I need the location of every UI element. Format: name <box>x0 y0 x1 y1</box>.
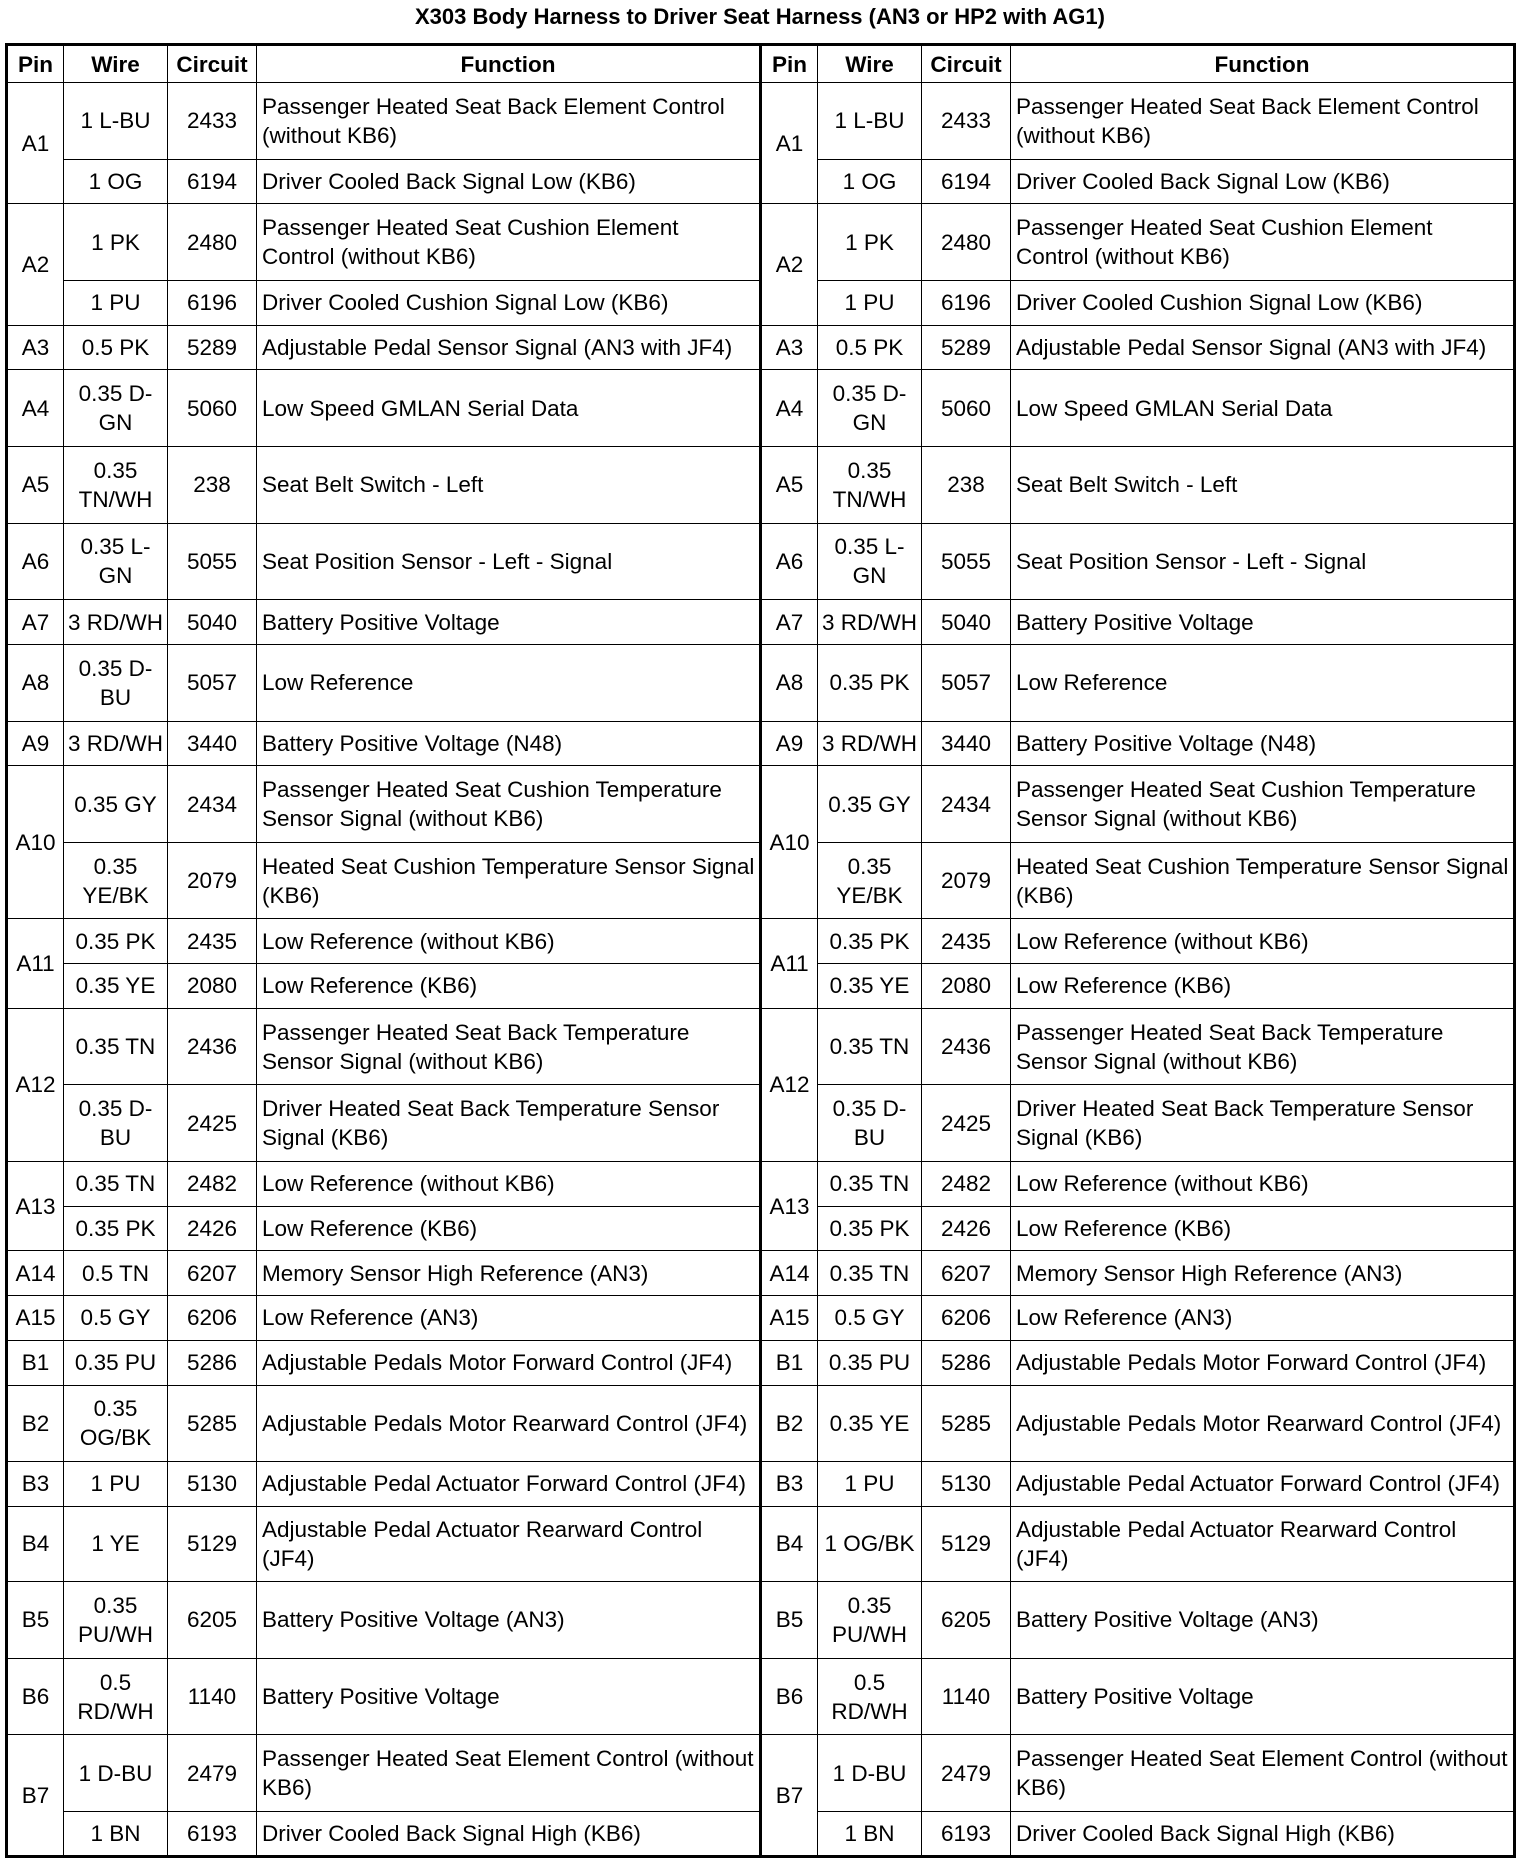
pin-cell: B1 <box>7 1340 64 1385</box>
wire-cell: 0.5 TN <box>64 1251 168 1296</box>
pin-cell: B5 <box>761 1582 818 1659</box>
function-cell: Seat Belt Switch - Left <box>257 446 761 523</box>
wire-cell: 0.35 YE <box>818 964 922 1009</box>
function-cell: Low Reference (KB6) <box>257 964 761 1009</box>
function-cell: Low Reference <box>1011 644 1515 721</box>
circuit-cell: 6205 <box>922 1582 1011 1659</box>
pin-cell: A2 <box>761 204 818 325</box>
function-cell: Heated Seat Cushion Temperature Sensor Signal (KB6) <box>1011 842 1515 919</box>
pin-cell: A12 <box>7 1008 64 1161</box>
function-cell: Battery Positive Voltage (N48) <box>1011 721 1515 766</box>
wire-cell: 1 PU <box>64 1462 168 1507</box>
pin-cell: A13 <box>761 1162 818 1251</box>
wire-cell: 0.35 D-BU <box>64 644 168 721</box>
header-function: Function <box>257 45 761 83</box>
wire-cell: 3 RD/WH <box>64 721 168 766</box>
function-cell: Driver Cooled Back Signal Low (KB6) <box>257 159 761 204</box>
table-row <box>7 919 1515 964</box>
wire-cell: 0.5 RD/WH <box>64 1658 168 1735</box>
table-row <box>7 446 1515 523</box>
function-cell: Passenger Heated Seat Cushion Element Control (without KB6) <box>1011 204 1515 281</box>
wire-cell: 0.5 GY <box>818 1296 922 1341</box>
circuit-cell: 1140 <box>922 1658 1011 1735</box>
circuit-cell: 2435 <box>168 919 257 964</box>
wire-cell: 0.35 PU/WH <box>64 1582 168 1659</box>
table-row <box>7 1385 1515 1462</box>
function-cell: Memory Sensor High Reference (AN3) <box>1011 1251 1515 1296</box>
wire-cell: 0.35 L-GN <box>818 523 922 600</box>
wire-cell: 0.35 OG/BK <box>64 1385 168 1462</box>
circuit-cell: 5060 <box>922 370 1011 447</box>
circuit-cell: 2480 <box>168 204 257 281</box>
function-cell: Low Reference (KB6) <box>257 1206 761 1251</box>
wire-cell: 0.35 PU/WH <box>818 1582 922 1659</box>
wire-cell: 1 OG <box>818 159 922 204</box>
circuit-cell: 6207 <box>922 1251 1011 1296</box>
function-cell: Seat Belt Switch - Left <box>1011 446 1515 523</box>
wire-cell: 1 D-BU <box>818 1735 922 1812</box>
function-cell: Heated Seat Cushion Temperature Sensor Signal (KB6) <box>257 842 761 919</box>
wire-cell: 0.35 GY <box>64 766 168 843</box>
circuit-cell: 6206 <box>922 1296 1011 1341</box>
function-cell: Driver Cooled Back Signal Low (KB6) <box>1011 159 1515 204</box>
wire-cell: 0.35 PU <box>818 1340 922 1385</box>
pin-cell: A11 <box>761 919 818 1008</box>
circuit-cell: 2480 <box>922 204 1011 281</box>
circuit-cell: 2479 <box>922 1735 1011 1812</box>
table-row <box>7 1735 1515 1812</box>
pin-cell: A12 <box>761 1008 818 1161</box>
function-cell: Low Reference (AN3) <box>1011 1296 1515 1341</box>
function-cell: Passenger Heated Seat Back Temperature Sensor Signal (without KB6) <box>257 1008 761 1085</box>
circuit-cell: 5060 <box>168 370 257 447</box>
pin-cell: A2 <box>7 204 64 325</box>
circuit-cell: 6194 <box>922 159 1011 204</box>
header-row <box>7 45 1515 83</box>
pin-cell: A3 <box>7 325 64 370</box>
wire-cell: 0.35 PK <box>818 644 922 721</box>
function-cell: Driver Cooled Back Signal High (KB6) <box>257 1812 761 1857</box>
pin-cell: A6 <box>7 523 64 600</box>
wire-cell: 1 BN <box>818 1812 922 1857</box>
wire-cell: 0.35 D-BU <box>64 1085 168 1162</box>
pin-cell: B1 <box>761 1340 818 1385</box>
circuit-cell: 5129 <box>922 1506 1011 1581</box>
header-wire: Wire <box>818 45 922 83</box>
table-row <box>7 1251 1515 1296</box>
table-row <box>7 644 1515 721</box>
circuit-cell: 2080 <box>922 964 1011 1009</box>
wire-cell: 3 RD/WH <box>818 600 922 645</box>
pin-cell: B4 <box>7 1506 64 1581</box>
wire-cell: 0.35 YE/BK <box>64 842 168 919</box>
pin-cell: A1 <box>7 83 64 204</box>
pin-cell: B6 <box>7 1658 64 1735</box>
function-cell: Battery Positive Voltage (N48) <box>257 721 761 766</box>
circuit-cell: 5055 <box>922 523 1011 600</box>
circuit-cell: 2433 <box>168 83 257 160</box>
pin-cell: A8 <box>7 644 64 721</box>
circuit-cell: 5286 <box>168 1340 257 1385</box>
wire-cell: 0.35 PU <box>64 1340 168 1385</box>
wire-cell: 0.5 RD/WH <box>818 1658 922 1735</box>
function-cell: Passenger Heated Seat Cushion Temperature Sensor Signal (without KB6) <box>1011 766 1515 843</box>
wire-cell: 0.35 YE/BK <box>818 842 922 919</box>
circuit-cell: 2425 <box>168 1085 257 1162</box>
circuit-cell: 2425 <box>922 1085 1011 1162</box>
function-cell: Battery Positive Voltage (AN3) <box>1011 1582 1515 1659</box>
function-cell: Battery Positive Voltage <box>257 600 761 645</box>
table-row <box>7 721 1515 766</box>
function-cell: Low Reference (without KB6) <box>257 919 761 964</box>
circuit-cell: 6206 <box>168 1296 257 1341</box>
function-cell: Driver Heated Seat Back Temperature Sensor Signal (KB6) <box>257 1085 761 1162</box>
pin-cell: A9 <box>7 721 64 766</box>
function-cell: Adjustable Pedal Actuator Rearward Control (JF4) <box>257 1506 761 1581</box>
wire-cell: 1 PU <box>818 280 922 325</box>
wire-cell: 1 PU <box>64 280 168 325</box>
pin-cell: B4 <box>761 1506 818 1581</box>
wire-cell: 0.35 TN/WH <box>64 446 168 523</box>
wire-cell: 1 YE <box>64 1506 168 1581</box>
table-row <box>7 1008 1515 1085</box>
circuit-cell: 238 <box>168 446 257 523</box>
circuit-cell: 2426 <box>922 1206 1011 1251</box>
function-cell: Low Reference (KB6) <box>1011 1206 1515 1251</box>
circuit-cell: 238 <box>922 446 1011 523</box>
circuit-cell: 6196 <box>922 280 1011 325</box>
function-cell: Passenger Heated Seat Cushion Temperature Sensor Signal (without KB6) <box>257 766 761 843</box>
table-row <box>7 204 1515 281</box>
wire-cell: 0.5 PK <box>818 325 922 370</box>
wire-cell: 0.35 D-GN <box>818 370 922 447</box>
table-row <box>7 600 1515 645</box>
pin-cell: B6 <box>761 1658 818 1735</box>
circuit-cell: 2436 <box>168 1008 257 1085</box>
circuit-cell: 6205 <box>168 1582 257 1659</box>
circuit-cell: 2079 <box>168 842 257 919</box>
pin-cell: B2 <box>7 1385 64 1462</box>
header-circuit: Circuit <box>922 45 1011 83</box>
function-cell: Battery Positive Voltage <box>1011 600 1515 645</box>
function-cell: Low Reference (without KB6) <box>257 1162 761 1207</box>
function-cell: Passenger Heated Seat Back Element Control (without KB6) <box>257 83 761 160</box>
pin-cell: A11 <box>7 919 64 1008</box>
table-row <box>7 1462 1515 1507</box>
circuit-cell: 5289 <box>922 325 1011 370</box>
function-cell: Seat Position Sensor - Left - Signal <box>257 523 761 600</box>
pin-cell: A5 <box>761 446 818 523</box>
table-row <box>7 325 1515 370</box>
pin-cell: A15 <box>761 1296 818 1341</box>
circuit-cell: 5129 <box>168 1506 257 1581</box>
circuit-cell: 5289 <box>168 325 257 370</box>
circuit-cell: 2434 <box>922 766 1011 843</box>
wire-cell: 0.35 YE <box>818 1385 922 1462</box>
pin-cell: A4 <box>761 370 818 447</box>
wire-cell: 3 RD/WH <box>818 721 922 766</box>
pin-cell: A7 <box>7 600 64 645</box>
circuit-cell: 6196 <box>168 280 257 325</box>
function-cell: Adjustable Pedals Motor Forward Control (JF4) <box>1011 1340 1515 1385</box>
circuit-cell: 5040 <box>168 600 257 645</box>
pin-cell: A1 <box>761 83 818 204</box>
function-cell: Adjustable Pedals Motor Rearward Control (JF4) <box>257 1385 761 1462</box>
function-cell: Low Reference (AN3) <box>257 1296 761 1341</box>
function-cell: Low Speed GMLAN Serial Data <box>257 370 761 447</box>
table-row <box>7 83 1515 160</box>
table-row <box>7 1506 1515 1581</box>
table-row <box>7 1340 1515 1385</box>
function-cell: Low Reference (KB6) <box>1011 964 1515 1009</box>
pin-cell: B2 <box>761 1385 818 1462</box>
pin-cell: A8 <box>761 644 818 721</box>
function-cell: Adjustable Pedals Motor Forward Control (JF4) <box>257 1340 761 1385</box>
circuit-cell: 5286 <box>922 1340 1011 1385</box>
table-row <box>7 523 1515 600</box>
function-cell: Low Reference (without KB6) <box>1011 919 1515 964</box>
circuit-cell: 2482 <box>922 1162 1011 1207</box>
wire-cell: 0.35 TN <box>64 1008 168 1085</box>
circuit-cell: 5055 <box>168 523 257 600</box>
table-row <box>7 1162 1515 1207</box>
circuit-cell: 2436 <box>922 1008 1011 1085</box>
wire-cell: 0.35 D-BU <box>818 1085 922 1162</box>
circuit-cell: 5285 <box>168 1385 257 1462</box>
table-row <box>7 766 1515 843</box>
wire-cell: 0.35 PK <box>818 1206 922 1251</box>
function-cell: Battery Positive Voltage <box>1011 1658 1515 1735</box>
wire-cell: 0.5 PK <box>64 325 168 370</box>
circuit-cell: 3440 <box>922 721 1011 766</box>
pin-cell: A3 <box>761 325 818 370</box>
circuit-cell: 2080 <box>168 964 257 1009</box>
wire-cell: 0.35 TN <box>818 1251 922 1296</box>
header-pin: Pin <box>7 45 64 83</box>
pin-cell: A7 <box>761 600 818 645</box>
function-cell: Memory Sensor High Reference (AN3) <box>257 1251 761 1296</box>
circuit-cell: 2434 <box>168 766 257 843</box>
pin-table <box>5 43 1516 1858</box>
function-cell: Driver Cooled Cushion Signal Low (KB6) <box>1011 280 1515 325</box>
circuit-cell: 6194 <box>168 159 257 204</box>
header-circuit: Circuit <box>168 45 257 83</box>
wire-cell: 1 L-BU <box>64 83 168 160</box>
function-cell: Battery Positive Voltage <box>257 1658 761 1735</box>
function-cell: Passenger Heated Seat Back Element Control (without KB6) <box>1011 83 1515 160</box>
wire-cell: 0.35 PK <box>64 1206 168 1251</box>
circuit-cell: 5285 <box>922 1385 1011 1462</box>
table-row <box>7 1658 1515 1735</box>
circuit-cell: 1140 <box>168 1658 257 1735</box>
wire-cell: 1 OG/BK <box>818 1506 922 1581</box>
circuit-cell: 2433 <box>922 83 1011 160</box>
circuit-cell: 6207 <box>168 1251 257 1296</box>
pin-cell: A5 <box>7 446 64 523</box>
circuit-cell: 2482 <box>168 1162 257 1207</box>
wire-cell: 0.35 YE <box>64 964 168 1009</box>
wire-cell: 0.35 D-GN <box>64 370 168 447</box>
wire-cell: 1 BN <box>64 1812 168 1857</box>
wire-cell: 0.35 TN/WH <box>818 446 922 523</box>
circuit-cell: 2079 <box>922 842 1011 919</box>
pin-cell: B5 <box>7 1582 64 1659</box>
pin-cell: A6 <box>761 523 818 600</box>
function-cell: Driver Cooled Back Signal High (KB6) <box>1011 1812 1515 1857</box>
wire-cell: 0.35 TN <box>818 1008 922 1085</box>
circuit-cell: 6193 <box>922 1812 1011 1857</box>
header-function: Function <box>1011 45 1515 83</box>
pin-cell: B7 <box>7 1735 64 1857</box>
circuit-cell: 6193 <box>168 1812 257 1857</box>
circuit-cell: 2479 <box>168 1735 257 1812</box>
function-cell: Passenger Heated Seat Back Temperature Sensor Signal (without KB6) <box>1011 1008 1515 1085</box>
wire-cell: 0.35 PK <box>818 919 922 964</box>
function-cell: Passenger Heated Seat Cushion Element Control (without KB6) <box>257 204 761 281</box>
table-row <box>7 1296 1515 1341</box>
wire-cell: 1 PK <box>818 204 922 281</box>
wire-cell: 1 OG <box>64 159 168 204</box>
circuit-cell: 5130 <box>168 1462 257 1507</box>
wire-cell: 0.35 PK <box>64 919 168 964</box>
circuit-cell: 2435 <box>922 919 1011 964</box>
pin-cell: A9 <box>761 721 818 766</box>
function-cell: Adjustable Pedal Sensor Signal (AN3 with JF4) <box>257 325 761 370</box>
function-cell: Passenger Heated Seat Element Control (without KB6) <box>1011 1735 1515 1812</box>
pin-cell: A14 <box>7 1251 64 1296</box>
function-cell: Passenger Heated Seat Element Control (without KB6) <box>257 1735 761 1812</box>
wire-cell: 0.35 L-GN <box>64 523 168 600</box>
function-cell: Driver Cooled Cushion Signal Low (KB6) <box>257 280 761 325</box>
function-cell: Battery Positive Voltage (AN3) <box>257 1582 761 1659</box>
circuit-cell: 5057 <box>168 644 257 721</box>
circuit-cell: 2426 <box>168 1206 257 1251</box>
pin-cell: A15 <box>7 1296 64 1341</box>
pin-cell: A4 <box>7 370 64 447</box>
circuit-cell: 3440 <box>168 721 257 766</box>
wire-cell: 1 PU <box>818 1462 922 1507</box>
wire-cell: 0.35 GY <box>818 766 922 843</box>
pin-cell: B7 <box>761 1735 818 1857</box>
pin-cell: A14 <box>761 1251 818 1296</box>
circuit-cell: 5130 <box>922 1462 1011 1507</box>
pin-cell: A10 <box>761 766 818 919</box>
wire-cell: 0.35 TN <box>818 1162 922 1207</box>
function-cell: Driver Heated Seat Back Temperature Sensor Signal (KB6) <box>1011 1085 1515 1162</box>
pin-cell: B3 <box>761 1462 818 1507</box>
pin-cell: A10 <box>7 766 64 919</box>
circuit-cell: 5040 <box>922 600 1011 645</box>
function-cell: Adjustable Pedals Motor Rearward Control (JF4) <box>1011 1385 1515 1462</box>
function-cell: Seat Position Sensor - Left - Signal <box>1011 523 1515 600</box>
function-cell: Adjustable Pedal Actuator Forward Control (JF4) <box>257 1462 761 1507</box>
page-title: X303 Body Harness to Driver Seat Harness (AN3 or HP2 with AG1) <box>415 4 1105 29</box>
pin-cell: A13 <box>7 1162 64 1251</box>
table-row <box>7 1582 1515 1659</box>
wire-cell: 1 PK <box>64 204 168 281</box>
wire-cell: 0.35 TN <box>64 1162 168 1207</box>
function-cell: Adjustable Pedal Actuator Forward Control (JF4) <box>1011 1462 1515 1507</box>
wire-cell: 1 L-BU <box>818 83 922 160</box>
function-cell: Adjustable Pedal Actuator Rearward Control (JF4) <box>1011 1506 1515 1581</box>
wire-cell: 0.5 GY <box>64 1296 168 1341</box>
pin-cell: B3 <box>7 1462 64 1507</box>
function-cell: Low Reference <box>257 644 761 721</box>
wire-cell: 1 D-BU <box>64 1735 168 1812</box>
header-pin: Pin <box>761 45 818 83</box>
function-cell: Low Reference (without KB6) <box>1011 1162 1515 1207</box>
function-cell: Low Speed GMLAN Serial Data <box>1011 370 1515 447</box>
header-wire: Wire <box>64 45 168 83</box>
function-cell: Adjustable Pedal Sensor Signal (AN3 with JF4) <box>1011 325 1515 370</box>
wire-cell: 3 RD/WH <box>64 600 168 645</box>
circuit-cell: 5057 <box>922 644 1011 721</box>
table-row <box>7 370 1515 447</box>
